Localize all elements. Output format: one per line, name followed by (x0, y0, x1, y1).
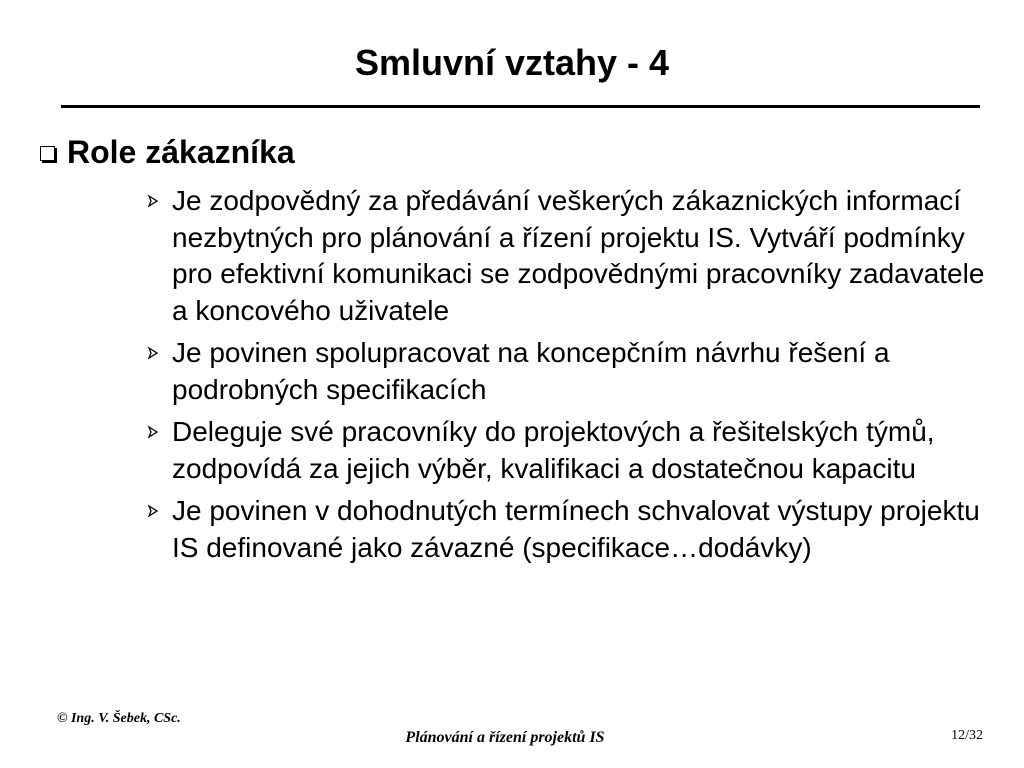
bullet-list (146, 183, 996, 572)
section-heading: Role zákazníka (67, 134, 295, 170)
page-number: 12/32 (951, 728, 983, 743)
bullet-text: Je zodpovědný za předávání veškerých zákaznických informací nezbytných pro plánování a řízení projektu IS. Vytváří podmínky pro efektivní komunikaci se zodpovědnými pracovníky zadavatele a koncového uživatele (172, 185, 985, 326)
arrow-bullet-icon (146, 335, 172, 371)
bullet-item (146, 183, 996, 329)
bullet-item (146, 493, 996, 566)
slide-title: Smluvní vztahy - 4 (354, 42, 670, 83)
bullet-text: Deleguje své pracovníky do projektových a řešitelských týmů, zodpovídá za jejich výběr, kvalifikaci a dostatečnou kapacitu (172, 416, 935, 484)
footer-copyright: © Ing. V. Šebek, CSc. (57, 711, 181, 726)
bullet-item (146, 335, 996, 408)
arrow-bullet-icon (146, 493, 172, 529)
footer-course-title: Plánování a řízení projektů IS (405, 729, 605, 746)
arrow-bullet-icon (146, 414, 172, 450)
checkbox-bullet-icon (40, 146, 55, 161)
arrow-bullet-icon (146, 183, 172, 219)
bullet-text: Je povinen v dohodnutých termínech schvalovat výstupy projektu IS definované jako závazné (specifikace…dodávky) (172, 495, 980, 563)
bullet-text: Je povinen spolupracovat na koncepčním návrhu řešení a podrobných specifikacích (172, 337, 890, 405)
section-heading-row (40, 132, 295, 172)
title-divider (61, 105, 980, 108)
bullet-item (146, 414, 996, 487)
